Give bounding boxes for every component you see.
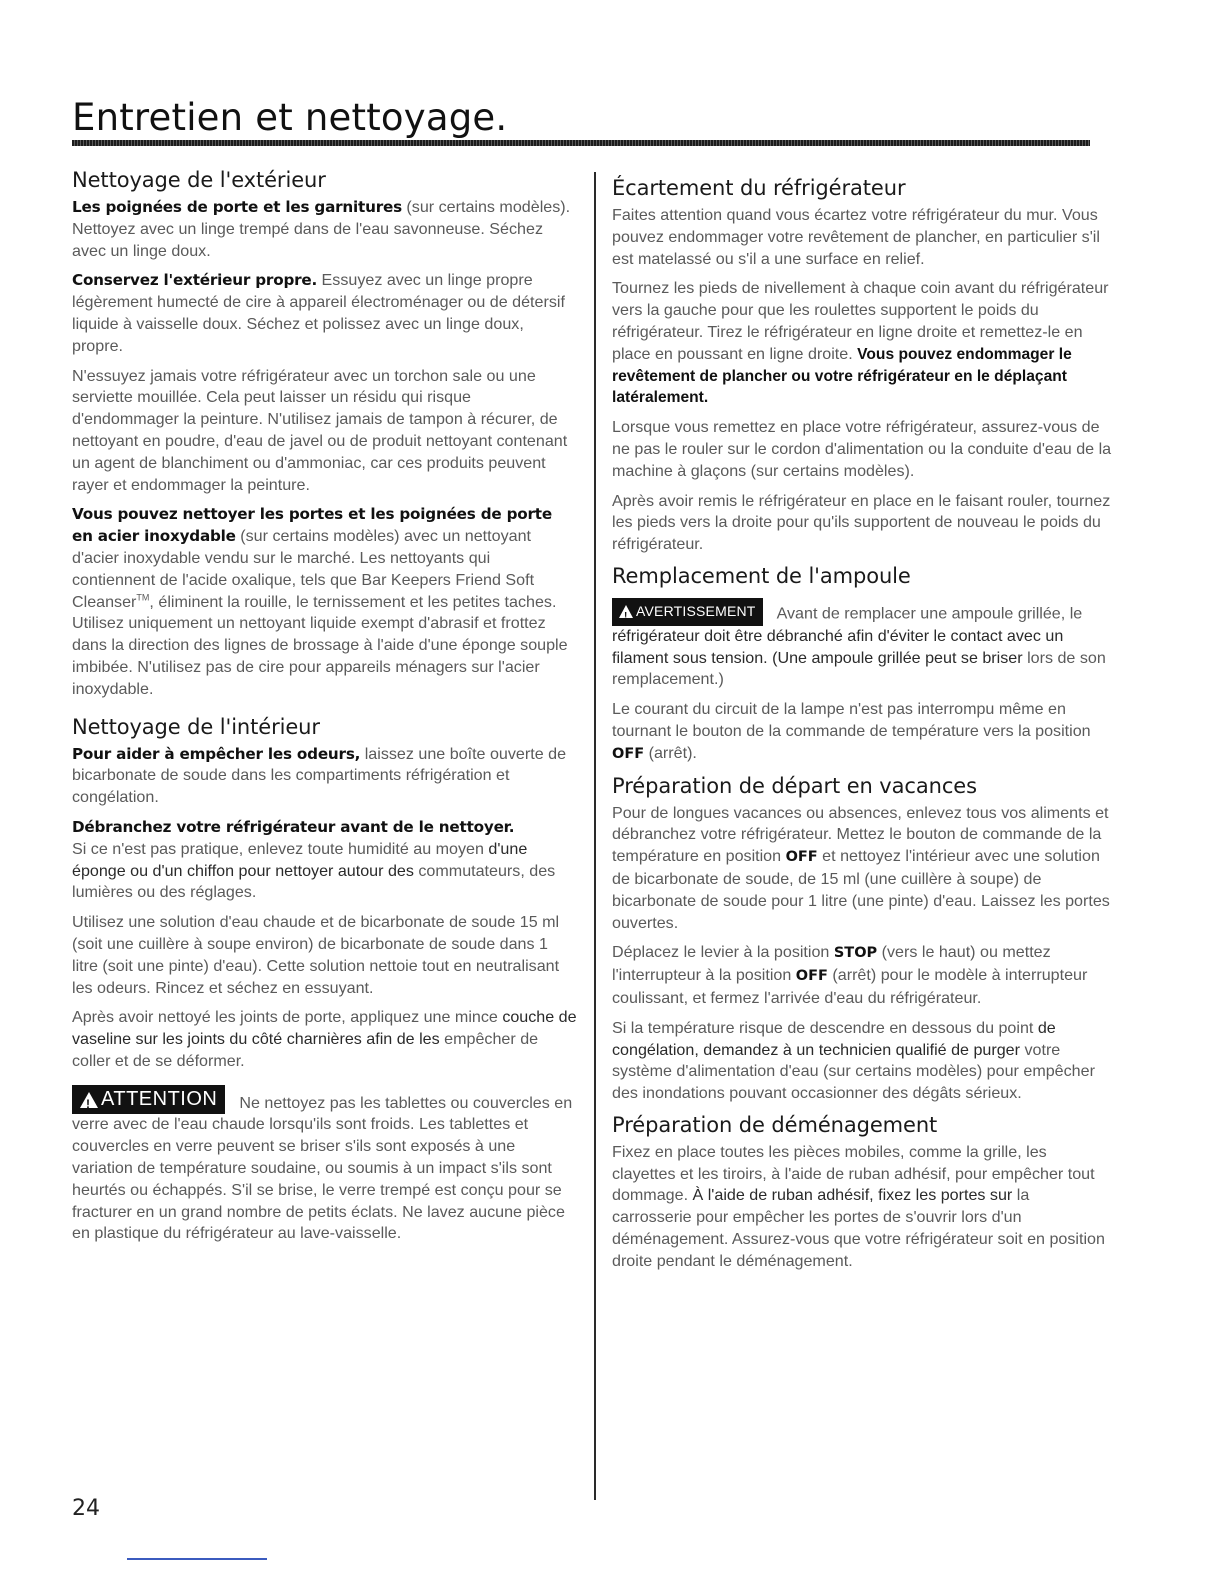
- body-text: (arrêt) pour le modèle à interrupteur coulissant, et fermez l'arrivée d'eau du réfrigérateur.: [612, 966, 1088, 1007]
- body-text: Tournez les pieds de nivellement à chaque coin avant du réfrigérateur vers la gauche pour que les roulettes supportent le poids du réfrigérateur. Tirez le réfrigérateur en ligne droite et remettez-le en place en poussant en ligne droite.: [612, 279, 1109, 363]
- footer-line: [127, 1558, 267, 1560]
- section-heading: Nettoyage de l'intérieur: [72, 714, 320, 739]
- body-text: votre système d'alimentation d'eau (sur certains modèles) pour empêcher des inondations pouvant occasionner des dégâts sérieux.: [612, 1040, 1095, 1103]
- body-text: (sur certains modèles). Nettoyez avec un linge trempé dans de l'eau savonneuse. Séchez avec un linge doux.: [72, 198, 571, 260]
- paragraph: [72, 817, 577, 904]
- paragraph: N'essuyez jamais votre réfrigérateur avec un torchon sale ou une serviette mouillée. Cela peut laisser un résidu qui risque d'endommager la peinture. N'utilisez jamais de tampon à récurer, de nettoyant en poudre, d'eau de javel ou de produit nettoyant contenant un agent de blanchiment ou d'ammoniac, car ces produits peuvent rayer et endommager la peinture.: [72, 366, 568, 494]
- paragraph: Utilisez une solution d'eau chaude et de bicarbonate de soude 15 ml (soit une cuillère à soupe environ) de bicarbonate de soude dans 1 litre (soit une pinte) d'eau). Cette solution nettoie tout en neutralisant les odeurs. Rincez et séchez en essuyant.: [72, 913, 560, 997]
- body-text: Déplacez le levier à la position: [612, 943, 834, 962]
- bold-warning: Vous pouvez endommager le revêtement de plancher ou votre réfrigérateur en le déplaçant latéralement.: [612, 345, 1072, 407]
- body-text: Essuyez avec un linge propre légèrement humecté de cire à appareil électroménager ou de détersif liquide à vaisselle doux. Séchez et polissez avec un linge doux, propre.: [72, 271, 565, 355]
- paragraph: [72, 744, 577, 809]
- paragraph: [72, 197, 577, 262]
- paragraph: [72, 270, 577, 357]
- warning-triangle-icon: [619, 605, 633, 618]
- body-text: laissez une boîte ouverte de bicarbonate de soude dans les compartiments réfrigération et congélation.: [72, 744, 567, 807]
- section-bulb-replacement: [612, 564, 1112, 766]
- section-interior-cleaning: [72, 715, 577, 1246]
- paragraph: [612, 942, 1112, 1009]
- body-text-dark: À l'aide de ruban adhésif, fixez les portes sur: [692, 1186, 1013, 1205]
- body-text: Fixez en place toutes les pièces mobiles, comme la grille, les clayettes et les tiroirs, à l'aide de ruban adhésif, pour empêcher tout dommage.: [612, 1142, 1095, 1205]
- section-moving-fridge: [612, 176, 1112, 556]
- body-text: (arrêt).: [644, 743, 697, 762]
- body-text-dark: d'une éponge ou d'un chiffon pour nettoyer autour des: [72, 839, 528, 880]
- keyword-off: OFF: [795, 968, 828, 985]
- section-heading: Remplacement de l'ampoule: [612, 563, 911, 588]
- body-text: Pour de longues vacances ou absences, enlevez tous vos aliments et débranchez votre réfrigérateur. Mettez le bouton de commande de la température en position: [612, 803, 1109, 866]
- body-text: la carrosserie pour empêcher les portes de s'ouvrir lors d'un déménagement. Assurez-vous que votre réfrigérateur soit en position droite pendant le déménagement.: [612, 1186, 1105, 1270]
- section-exterior-cleaning: [72, 168, 577, 701]
- page-number: 24: [72, 1496, 100, 1521]
- body-text: (sur certains modèles) avec un nettoyant d'acier inoxydable vendu sur le marché. Les nettoyants qui contiennent de l'acide oxalique, tels que Bar Keepers Friend Soft Cleanser: [72, 527, 535, 611]
- keyword-off: OFF: [612, 745, 645, 762]
- paragraph: [612, 278, 1112, 409]
- body-text: Ne nettoyez pas les tablettes ou couvercles en verre avec de l'eau chaude lorsqu'ils sont froids. Les tablettes et couvercles en verre peuvent se briser s'ils sont exposés à une variation de température soudaine, ou soumis à un impact s'ils sont heurtés ou échappés. S'il se brise, le verre trempé est conçu pour se fracturer en un grand nombre de petits éclats. Ne lavez aucune pièce en plastique du réfrigérateur au lave-vaisselle.: [72, 1093, 573, 1243]
- body-text: lors de son remplacement.): [612, 648, 1106, 689]
- badge-label: ATTENTION: [101, 1087, 218, 1110]
- body-text: Après avoir nettoyé les joints de porte, appliquez une mince: [72, 1008, 503, 1027]
- section-heading: Préparation de départ en vacances: [612, 773, 977, 798]
- section-heading: Préparation de déménagement: [612, 1112, 938, 1137]
- lead-text: Débranchez votre réfrigérateur avant de le nettoyer.: [72, 817, 515, 836]
- badge-label: AVERTISSEMENT: [636, 602, 756, 619]
- body-text-dark: de congélation, demandez à un technicien qualifié de purger: [612, 1018, 1056, 1059]
- paragraph: [612, 803, 1112, 935]
- warning-badge: [612, 598, 763, 626]
- page-title: Entretien et nettoyage.: [72, 96, 508, 139]
- warning-paragraph: [612, 598, 1112, 691]
- section-vacation-prep: [612, 774, 1112, 1105]
- body-text: empêcher de coller et de se déformer.: [72, 1030, 539, 1070]
- paragraph: Faites attention quand vous écartez votre réfrigérateur du mur. Vous pouvez endommager votre revêtement de plancher, en particulier s'il est matelassé ou s'il a une surface en relief.: [612, 206, 1100, 268]
- paragraph: Lorsque vous remettez en place votre réfrigérateur, assurez-vous de ne pas le rouler sur le cordon d'alimentation ou la conduite d'eau de la machine à glaçons (sur certains modèles).: [612, 418, 1112, 480]
- lead-text: Vous pouvez nettoyer les portes et les poignées de porte en acier inoxydable: [72, 505, 552, 546]
- body-text: Si la température risque de descendre en dessous du point: [612, 1018, 1038, 1037]
- right-column: [612, 168, 1112, 1281]
- left-column: [72, 168, 577, 1253]
- paragraph: [72, 504, 577, 700]
- section-heading: Nettoyage de l'extérieur: [72, 168, 326, 192]
- body-text: , éliminent la rouille, le ternissement et les petites taches. Utilisez uniquement un nettoyant liquide exempt d'abrasif et frottez dans la direction des lignes de brossage à l'aide d'une éponge souple imbibée. N'utilisez pas de cire pour appareils ménagers sur l'acier inoxydable.: [72, 592, 568, 698]
- body-text: Avant de remplacer une ampoule grillée, le: [776, 604, 1083, 623]
- column-divider: [594, 172, 596, 1500]
- body-text-dark: couche de vaseline sur les joints du côté charnières afin de les: [72, 1008, 577, 1049]
- keyword-stop: STOP: [833, 945, 878, 962]
- attention-paragraph: [72, 1085, 577, 1246]
- body-text: commutateurs, des lumières ou des réglages.: [72, 861, 556, 902]
- body-text-dark: réfrigérateur doit être débranché afin d'éviter le contact avec un filament sous tension. (Une ampoule grillée peut se briser: [612, 626, 1064, 667]
- lead-text: Pour aider à empêcher les odeurs,: [72, 744, 361, 763]
- warning-triangle-icon: [80, 1092, 98, 1108]
- lead-text: Conservez l'extérieur propre.: [72, 271, 318, 290]
- body-text: Le courant du circuit de la lampe n'est pas interrompu même en tournant le bouton de la commande de température vers la position: [612, 700, 1091, 740]
- section-heading: Écartement du réfrigérateur: [612, 176, 906, 200]
- keyword-off: OFF: [785, 849, 818, 866]
- paragraph: [612, 1018, 1112, 1105]
- paragraph: [72, 1007, 577, 1072]
- section-moving-prep: [612, 1113, 1112, 1273]
- paragraph: [612, 699, 1112, 765]
- body-text: Si ce n'est pas pratique, enlevez toute humidité au moyen: [72, 839, 489, 858]
- paragraph: [612, 1142, 1112, 1273]
- paragraph: Après avoir remis le réfrigérateur en place en le faisant rouler, tournez les pieds vers la droite pour qu'ils supportent de nouveau le poids du réfrigérateur.: [612, 491, 1111, 554]
- attention-badge: [72, 1085, 225, 1115]
- body-text: (vers le haut) ou mettez l'interrupteur à la position: [612, 943, 1051, 985]
- trademark-sup: TM: [136, 592, 150, 603]
- title-rule: [72, 140, 1090, 146]
- lead-text: Les poignées de porte et les garnitures: [72, 198, 402, 216]
- body-text: et nettoyez l'intérieur avec une solution de bicarbonate de soude, de 15 ml (une cuillère à soupe) de bicarbonate de soude pour 1 litre (une pinte) d'eau. Laissez les portes ouvertes.: [612, 847, 1110, 932]
